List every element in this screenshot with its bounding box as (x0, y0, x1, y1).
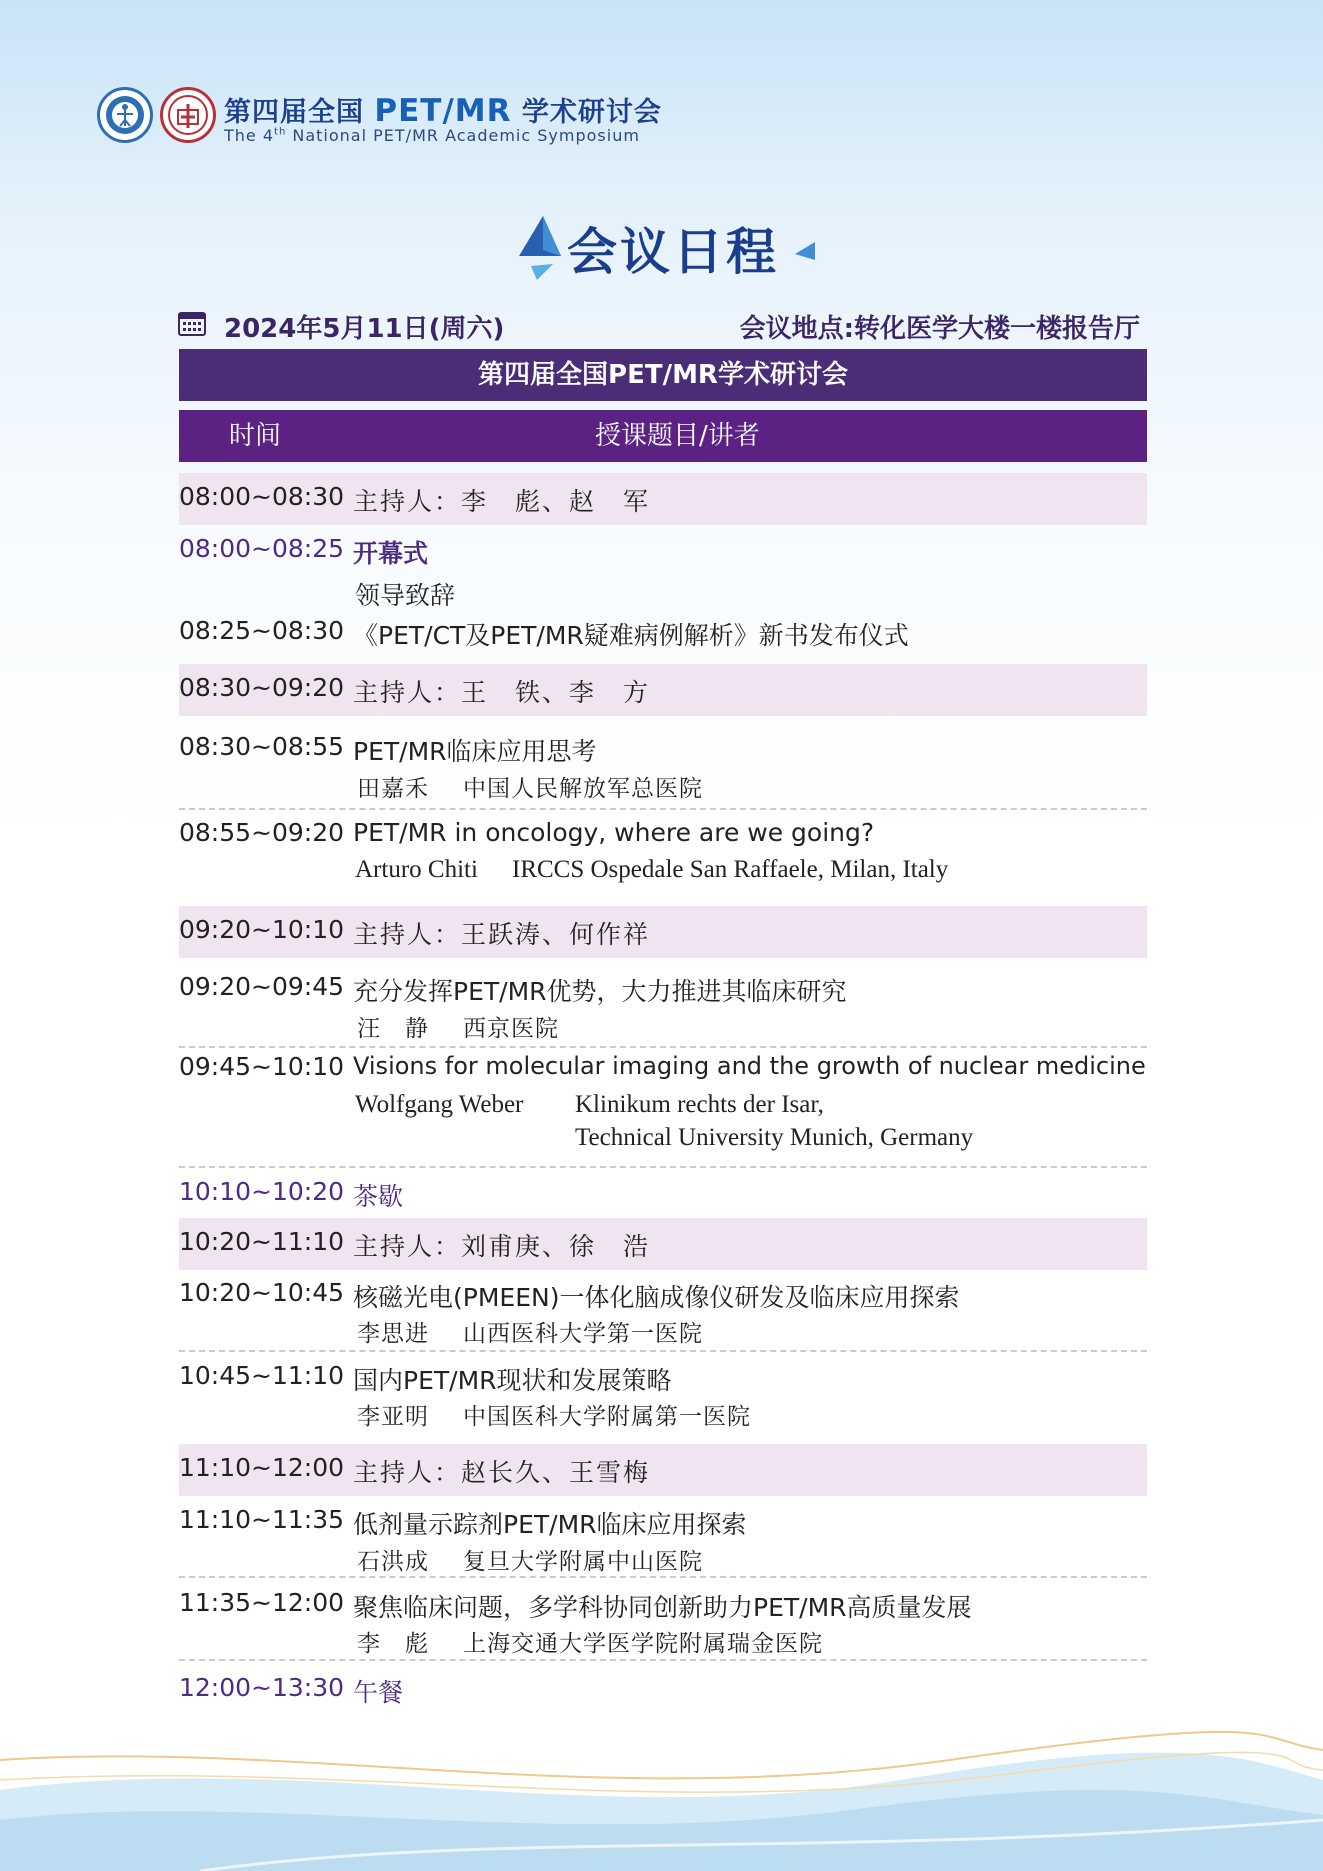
row-divider (179, 1046, 1147, 1048)
speaker-affiliation: 上海交通大学医学院附属瑞金医院 (463, 1631, 823, 1657)
hospital-logo-right (160, 87, 216, 143)
meeting-venue: 会议地点:转化医学大楼一楼报告厅 (739, 314, 1140, 344)
row-divider (179, 1576, 1147, 1578)
speaker-name: 石洪成 (357, 1549, 429, 1575)
symposium-title-c: 学术研讨会 (521, 97, 662, 128)
column-header-topic: 授课题目/讲者 (595, 421, 760, 451)
row-time: 08:30~08:55 (179, 732, 345, 761)
speaker-name: 李亚明 (357, 1404, 429, 1430)
speaker-affiliation: 山西医科大学第一医院 (463, 1321, 703, 1347)
meeting-date: 2024年5月11日(周六) (224, 314, 505, 344)
row-time: 12:00~13:30 (179, 1673, 345, 1702)
symposium-subtitle (224, 126, 640, 145)
speaker-affiliation: Klinikum rechts der Isar, (575, 1091, 824, 1118)
table-header (179, 410, 1147, 462)
row-topic: 聚焦临床问题，多学科协同创新助力PET/MR高质量发展 (353, 1593, 972, 1622)
row-time: 11:10~12:00 (179, 1453, 345, 1482)
row-divider (179, 808, 1147, 810)
table-banner: 第四届全国PET/MR学术研讨会 (179, 349, 1147, 401)
row-topic: PET/MR in oncology, where are we going? (353, 818, 875, 847)
small-triangle-icon (793, 240, 817, 264)
cross-emblem-icon (163, 90, 213, 140)
speaker-affiliation: 中国人民解放军总医院 (463, 776, 703, 802)
symposium-sub-sup: th (274, 126, 287, 138)
row-time: 09:45~10:10 (179, 1052, 345, 1081)
row-divider (179, 1350, 1147, 1352)
speaker-affiliation: 复旦大学附属中山医院 (463, 1549, 703, 1575)
row-topic: Visions for molecular imaging and the growth of nuclear medicine (353, 1052, 1146, 1080)
row-topic: PET/MR临床应用思考 (353, 737, 597, 766)
row-topic: 茶歇 (353, 1182, 404, 1211)
speaker-name: 李思进 (357, 1321, 429, 1347)
speaker-name: Arturo Chiti (355, 856, 478, 883)
caduceus-icon (100, 90, 150, 140)
wave-decor (0, 1720, 1323, 1871)
row-time: 08:25~08:30 (179, 616, 345, 645)
row-topic: 充分发挥PET/MR优势，大力推进其临床研究 (353, 977, 847, 1006)
row-host: 主持人：李 彪、赵 军 (353, 487, 651, 516)
row-topic: 低剂量示踪剂PET/MR临床应用探索 (353, 1510, 747, 1539)
symposium-title-b: PET/MR (374, 93, 512, 129)
row-topic: 领导致辞 (355, 581, 456, 610)
symposium-sub-a: The 4 (224, 126, 275, 145)
row-host: 主持人：刘甫庚、徐 浩 (353, 1232, 651, 1261)
speaker-name: Wolfgang Weber (355, 1091, 524, 1118)
row-time: 11:10~11:35 (179, 1505, 345, 1534)
column-header-time: 时间 (229, 421, 282, 451)
speaker-affiliation-line2: Technical University Munich, Germany (575, 1124, 974, 1151)
row-divider (179, 1166, 1147, 1168)
row-time: 08:00~08:25 (179, 534, 345, 563)
hospital-logo-left (97, 87, 153, 143)
row-time: 10:10~10:20 (179, 1177, 345, 1206)
row-host: 主持人：王跃涛、何作祥 (353, 920, 651, 949)
row-topic: 国内PET/MR现状和发展策略 (353, 1366, 672, 1395)
row-host: 主持人：王 铁、李 方 (353, 678, 651, 707)
row-topic: 开幕式 (353, 539, 429, 568)
row-time: 08:55~09:20 (179, 818, 345, 847)
row-time: 11:35~12:00 (179, 1588, 345, 1617)
row-time: 09:20~10:10 (179, 915, 345, 944)
symposium-title-a: 第四届全国 (224, 97, 364, 128)
symposium-sub-b: National PET/MR Academic Symposium (286, 126, 640, 145)
row-time: 08:00~08:30 (179, 482, 345, 511)
speaker-name: 田嘉禾 (357, 776, 429, 802)
speaker-affiliation: 中国医科大学附属第一医院 (463, 1404, 751, 1430)
calendar-icon (178, 310, 206, 336)
row-time: 10:20~11:10 (179, 1227, 345, 1256)
speaker-name: 李 彪 (357, 1631, 429, 1657)
symposium-title (224, 90, 662, 129)
speaker-affiliation: 西京医院 (463, 1016, 559, 1042)
row-topic: 午餐 (353, 1678, 404, 1707)
row-host: 主持人：赵长久、王雪梅 (353, 1458, 651, 1487)
row-divider (179, 1659, 1147, 1661)
row-time: 10:20~10:45 (179, 1278, 345, 1307)
speaker-name: 汪 静 (357, 1016, 429, 1042)
row-topic: 核磁光电(PMEEN)一体化脑成像仪研发及临床应用探索 (353, 1283, 960, 1312)
row-topic: 《PET/CT及PET/MR疑难病例解析》新书发布仪式 (353, 621, 909, 650)
speaker-affiliation: IRCCS Ospedale San Raffaele, Milan, Italy (512, 856, 949, 883)
row-time: 10:45~11:10 (179, 1361, 345, 1390)
row-time: 08:30~09:20 (179, 673, 345, 702)
triangle-decor-icon (513, 212, 563, 282)
row-time: 09:20~09:45 (179, 972, 345, 1001)
page-title: 会议日程 (567, 223, 779, 281)
